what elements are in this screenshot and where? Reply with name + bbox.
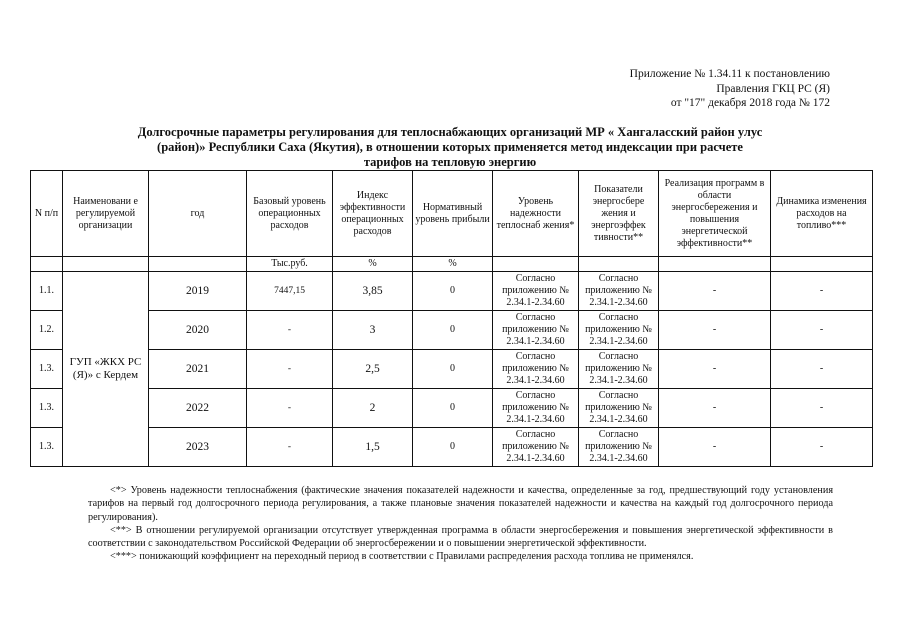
units-empty xyxy=(149,257,247,272)
table-row xyxy=(31,311,873,350)
approval-block xyxy=(630,67,830,111)
organization-name: ГУП «ЖКХ РС (Я)» с Кердем xyxy=(63,272,149,467)
header-index: Индекс эффективности операционных расходов xyxy=(333,171,413,257)
approval-line-1: Приложение № 1.34.11 к постановлению xyxy=(629,68,830,80)
header-num: N п/п xyxy=(31,171,63,257)
units-empty xyxy=(63,257,149,272)
row-energy: Согласно приложению № 2.34.1-2.34.60 xyxy=(579,350,659,389)
header-base: Базовый уровень операционных расходов xyxy=(247,171,333,257)
row-index: 3,85 xyxy=(333,272,413,311)
row-index: 2 xyxy=(333,389,413,428)
table-row xyxy=(31,428,873,467)
row-reliability: Согласно приложению № 2.34.1-2.34.60 xyxy=(493,272,579,311)
header-reliability: Уровень надежности теплоснаб жения* xyxy=(493,171,579,257)
row-num: 1.3. xyxy=(31,389,63,428)
row-num: 1.1. xyxy=(31,272,63,311)
row-energy: Согласно приложению № 2.34.1-2.34.60 xyxy=(579,311,659,350)
row-num: 1.3. xyxy=(31,428,63,467)
header-profit: Нормативный уровень прибыли xyxy=(413,171,493,257)
footnote-reliability: <*> Уровень надежности теплоснабжения (фактические значения показателей надежности и качества, определенные за год, предшествующий году установления тарифов на первый год долгосрочного периода регулирования, а также плановые значения показателей надежности и качества на каждый год долгосрочного периода регулирования). xyxy=(88,485,833,523)
row-reliability: Согласно приложению № 2.34.1-2.34.60 xyxy=(493,311,579,350)
row-year: 2022 xyxy=(149,389,247,428)
row-profit: 0 xyxy=(413,272,493,311)
row-profit: 0 xyxy=(413,428,493,467)
header-org: Наименовани е регулируемой организации xyxy=(63,171,149,257)
title-line-2: (район)» Республики Саха (Якутия), в отношении которых применяется метод индексации при расчете xyxy=(157,140,743,154)
units-empty xyxy=(771,257,873,272)
footnotes xyxy=(88,484,833,564)
header-energy: Показатели энергосбере жения и энергоэффек тивности** xyxy=(579,171,659,257)
row-reliability: Согласно приложению № 2.34.1-2.34.60 xyxy=(493,428,579,467)
row-num: 1.3. xyxy=(31,350,63,389)
units-index: % xyxy=(333,257,413,272)
row-base: - xyxy=(247,428,333,467)
table-row xyxy=(31,389,873,428)
row-num: 1.2. xyxy=(31,311,63,350)
row-program: - xyxy=(659,428,771,467)
row-index: 3 xyxy=(333,311,413,350)
footnote-fuel: <***> понижающий коэффициент на переходный период в соответствии с Правилами распределения расхода топлива не применялся. xyxy=(110,551,694,563)
units-row xyxy=(31,257,873,272)
row-base: - xyxy=(247,389,333,428)
title-line-1: Долгосрочные параметры регулирования для теплоснабжающих организаций МР « Хангаласский район улус xyxy=(137,125,763,139)
row-index: 2,5 xyxy=(333,350,413,389)
row-energy: Согласно приложению № 2.34.1-2.34.60 xyxy=(579,428,659,467)
row-program: - xyxy=(659,389,771,428)
units-empty xyxy=(493,257,579,272)
row-profit: 0 xyxy=(413,311,493,350)
row-year: 2019 xyxy=(149,272,247,311)
units-profit: % xyxy=(413,257,493,272)
row-energy: Согласно приложению № 2.34.1-2.34.60 xyxy=(579,272,659,311)
table-header-row xyxy=(31,171,873,257)
row-profit: 0 xyxy=(413,350,493,389)
approval-line-2: Правления ГКЦ РС (Я) xyxy=(716,82,830,95)
table-row xyxy=(31,272,873,311)
title-line-3: тарифов на тепловую энергию xyxy=(363,155,537,169)
row-program: - xyxy=(659,350,771,389)
row-fuel: - xyxy=(771,272,873,311)
row-base: 7447,15 xyxy=(247,272,333,311)
header-fuel: Динамика изменения расходов на топливо*** xyxy=(771,171,873,257)
header-year: год xyxy=(149,171,247,257)
row-reliability: Согласно приложению № 2.34.1-2.34.60 xyxy=(493,350,579,389)
row-profit: 0 xyxy=(413,389,493,428)
row-energy: Согласно приложению № 2.34.1-2.34.60 xyxy=(579,389,659,428)
parameters-table xyxy=(30,170,873,467)
row-fuel: - xyxy=(771,428,873,467)
row-year: 2023 xyxy=(149,428,247,467)
row-program: - xyxy=(659,272,771,311)
row-program: - xyxy=(659,311,771,350)
row-reliability: Согласно приложению № 2.34.1-2.34.60 xyxy=(493,389,579,428)
row-base: - xyxy=(247,350,333,389)
row-fuel: - xyxy=(771,350,873,389)
units-empty xyxy=(659,257,771,272)
row-fuel: - xyxy=(771,311,873,350)
row-index: 1,5 xyxy=(333,428,413,467)
header-program: Реализация программ в области энергосбережения и повышения энергетической эффективности** xyxy=(659,171,771,257)
footnote-energy-program: <**> В отношении регулируемой организации отсутствует утвержденная программа в области энергосбережения и повышения энергетической эффективности в соответствии с законодательством Российской Федерации об энергосбережении и о повышении энергетической эффективности. xyxy=(88,524,833,550)
approval-line-3: от "17" декабря 2018 года № 172 xyxy=(670,97,830,109)
units-empty xyxy=(579,257,659,272)
units-base: Тыс.руб. xyxy=(247,257,333,272)
row-year: 2021 xyxy=(149,350,247,389)
table-row xyxy=(31,350,873,389)
row-year: 2020 xyxy=(149,311,247,350)
units-empty xyxy=(31,257,63,272)
row-base: - xyxy=(247,311,333,350)
document-title xyxy=(100,125,800,170)
row-fuel: - xyxy=(771,389,873,428)
